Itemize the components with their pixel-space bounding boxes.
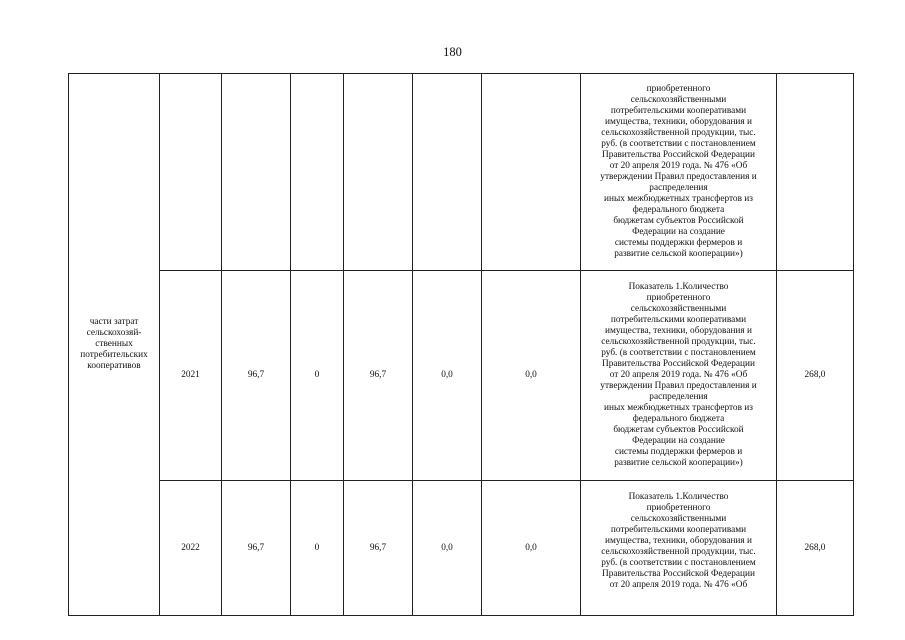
other-cell: 0,0: [482, 271, 581, 481]
measure-name-cell: [69, 74, 160, 616]
indicator-description: Показатель 1.Количество приобретенного сельскохозяйственными потребительскими кооперативами имущества, техники, оборудования и сельскохозяйственной продукции, тыс. руб. (в соответствии с постановлением Правительства Российской Федерации от 20 апреля 2019 года. № 476 «Об утверждении Правил предоставления и распределения иных межбюджетных трансфертов из федерального бюджета бюджетам субъектов Российской Федерации на создание системы поддержки фермеров и развитие сельской кооперации»): [581, 271, 777, 481]
year-cell: [160, 74, 222, 271]
table-row: [69, 271, 854, 481]
regional-cell: 96,7: [344, 481, 413, 616]
table-row: [69, 481, 854, 616]
table-row: [69, 74, 854, 271]
total-cell: [222, 74, 291, 271]
total-cell: 96,7: [222, 481, 291, 616]
federal-cell: [291, 74, 344, 271]
year-cell: 2022: [160, 481, 222, 616]
local-cell: 0,0: [413, 481, 482, 616]
local-cell: 0,0: [413, 271, 482, 481]
indicator-value: 268,0: [777, 271, 854, 481]
regional-cell: 96,7: [344, 271, 413, 481]
indicator-value: [777, 74, 854, 271]
regional-cell: [344, 74, 413, 271]
program-table: [68, 73, 854, 616]
federal-cell: 0: [291, 271, 344, 481]
other-cell: 0,0: [482, 481, 581, 616]
indicator-description-cell: [581, 481, 777, 616]
year-cell: 2021: [160, 271, 222, 481]
total-cell: 96,7: [222, 271, 291, 481]
indicator-description: приобретенного сельскохозяйственными потребительскими кооперативами имущества, техники, оборудования и сельскохозяйственной продукции, тыс. руб. (в соответствии с постановлением Правительства Российской Федерации от 20 апреля 2019 года. № 476 «Об утверждении Правил предоставления и распределения иных межбюджетных трансфертов из федерального бюджета бюджетам субъектов Российской Федерации на создание системы поддержки фермеров и развитие сельской кооперации»): [581, 74, 777, 271]
indicator-description: Показатель 1.Количество приобретенного сельскохозяйственными потребительскими кооперативами имущества, техники, оборудования и сельскохозяйственной продукции, тыс. руб. (в соответствии с постановлением Правительства Российской Федерации от 20 апреля 2019 года. № 476 «Об: [601, 492, 756, 591]
local-cell: [413, 74, 482, 271]
page-number: 180: [443, 45, 462, 59]
measure-name-text: части затрат сельскохозяй- ственных потребительских кооперативов: [80, 316, 148, 372]
indicator-value: 268,0: [777, 481, 854, 616]
other-cell: [482, 74, 581, 271]
federal-cell: 0: [291, 481, 344, 616]
